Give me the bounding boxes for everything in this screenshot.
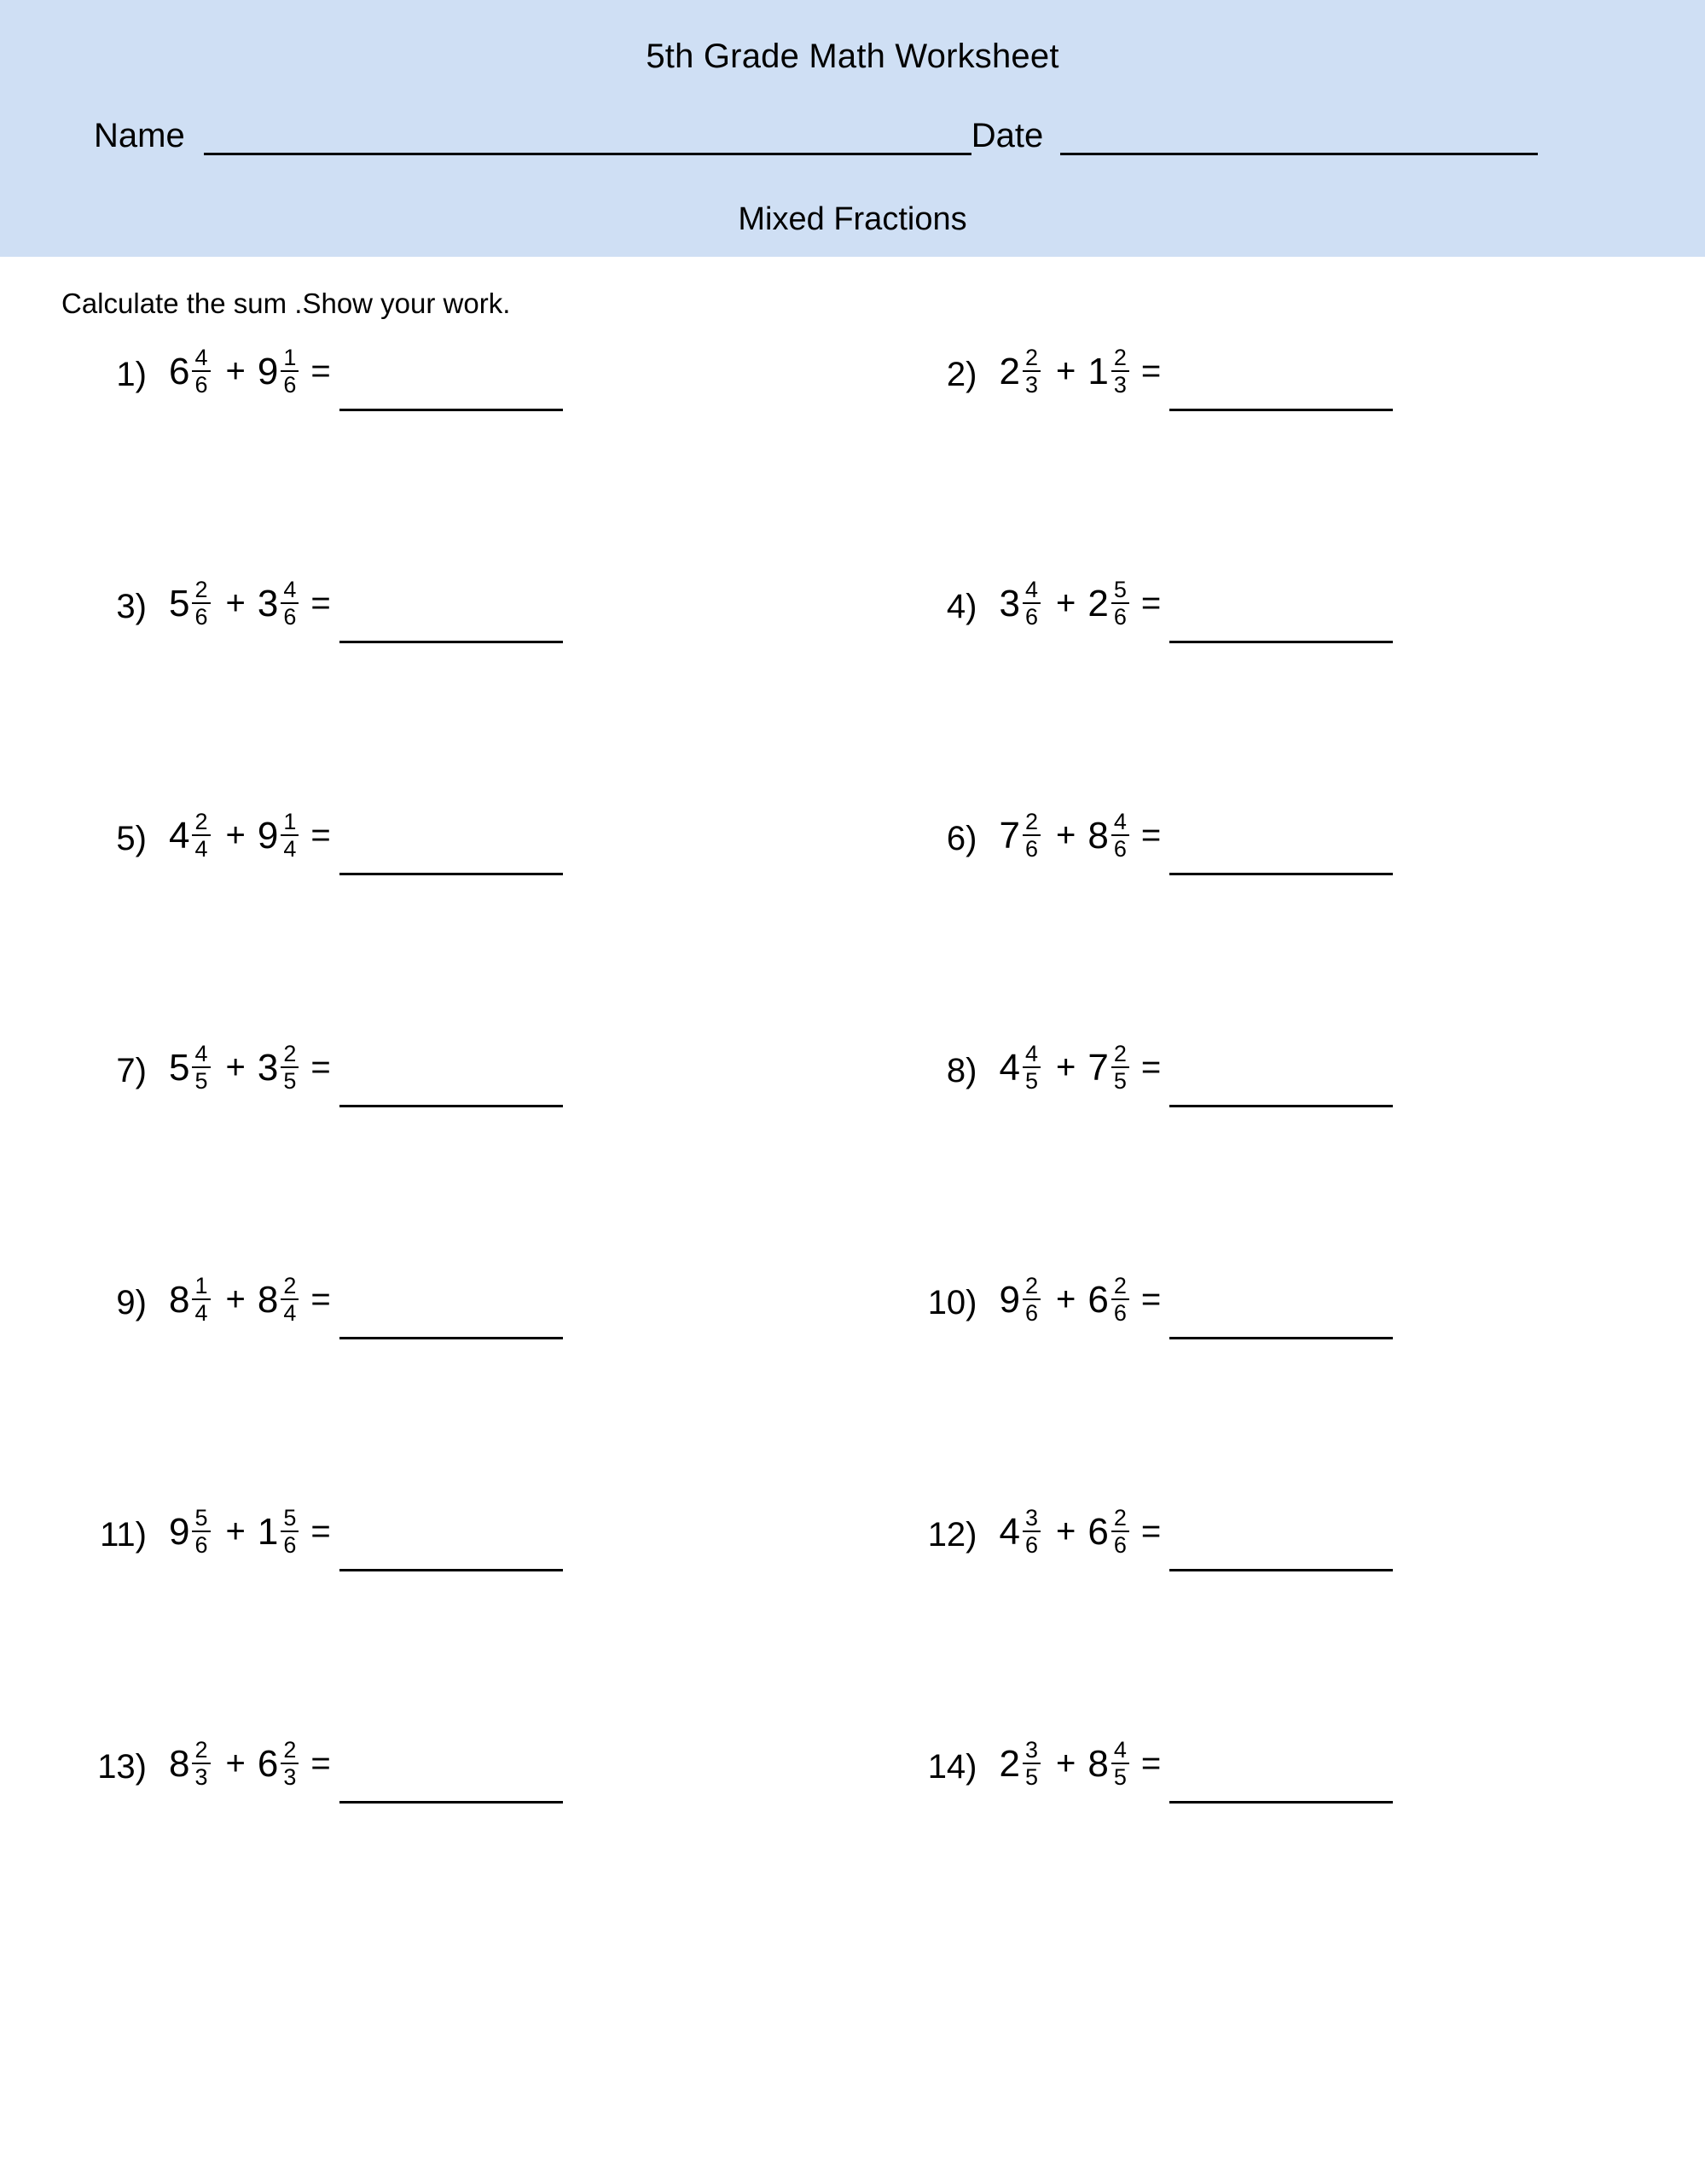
equals-sign: = <box>1140 1048 1162 1086</box>
operator: + <box>1056 584 1076 622</box>
denominator: 6 <box>281 1531 299 1557</box>
date-input-line[interactable] <box>1060 124 1538 155</box>
problem-number: 7) <box>116 1052 147 1089</box>
operator: + <box>1056 1745 1076 1782</box>
mixed-number-second <box>258 1274 299 1325</box>
mixed-number-first <box>1000 346 1041 397</box>
problem-item <box>51 1738 858 1970</box>
problem-item <box>858 346 1665 578</box>
mixed-number-second <box>1087 1506 1129 1557</box>
problem-item <box>51 1274 858 1506</box>
equals-sign: = <box>310 816 331 854</box>
fraction-part <box>281 810 299 861</box>
whole-part: 7 <box>1087 1047 1109 1089</box>
fraction-part <box>192 578 210 629</box>
name-label: Name <box>94 117 185 154</box>
fraction-part <box>192 346 210 397</box>
equals-sign: = <box>310 1745 331 1782</box>
problem-item <box>858 1506 1665 1738</box>
whole-part: 9 <box>257 351 279 393</box>
fraction-part <box>1111 346 1129 397</box>
mixed-number-first <box>169 1042 211 1093</box>
mixed-number-first <box>169 810 211 861</box>
denominator: 5 <box>1111 1763 1129 1789</box>
numerator: 4 <box>283 577 297 602</box>
problem-item <box>858 1042 1665 1274</box>
answer-line[interactable] <box>1169 578 1393 643</box>
problem-expression <box>977 346 1394 411</box>
mixed-number-second <box>258 1506 299 1557</box>
problem-number: 11) <box>100 1516 147 1554</box>
numerator: 2 <box>1113 1505 1127 1531</box>
problem-expression <box>977 1506 1394 1571</box>
whole-part: 3 <box>257 583 279 625</box>
problem-row <box>51 1506 1664 1738</box>
answer-line[interactable] <box>1169 346 1393 411</box>
problem-item <box>51 1042 858 1274</box>
numerator: 4 <box>194 345 208 370</box>
topic-title: Mixed Fractions <box>738 201 967 237</box>
name-input-line[interactable] <box>204 124 971 155</box>
numerator: 2 <box>194 1737 208 1763</box>
mixed-number-first <box>1000 810 1041 861</box>
problem-expression <box>147 1042 563 1107</box>
answer-line[interactable] <box>339 810 563 875</box>
whole-part: 5 <box>169 583 190 625</box>
equals-sign: = <box>310 584 331 622</box>
problem-item <box>858 810 1665 1042</box>
problem-item <box>858 1738 1665 1970</box>
fraction-part <box>192 1274 210 1325</box>
problem-row <box>51 1042 1664 1274</box>
whole-part: 4 <box>999 1511 1020 1554</box>
problem-expression <box>147 810 563 875</box>
problem-row <box>51 346 1664 578</box>
fraction-part <box>192 1738 210 1789</box>
operator: + <box>225 1513 246 1550</box>
denominator: 5 <box>281 1066 299 1093</box>
fraction-part <box>281 1506 299 1557</box>
whole-part: 5 <box>169 1047 190 1089</box>
mixed-number-first <box>169 1738 211 1789</box>
mixed-number-first <box>1000 1274 1041 1325</box>
problem-number: 9) <box>116 1284 147 1321</box>
numerator: 2 <box>283 1737 297 1763</box>
problem-number: 3) <box>116 588 147 625</box>
numerator: 4 <box>1113 1737 1127 1763</box>
fraction-part <box>1111 1274 1129 1325</box>
problem-expression <box>977 1042 1394 1107</box>
whole-part: 8 <box>1087 1743 1109 1786</box>
problem-expression <box>977 1738 1394 1804</box>
fraction-part <box>1023 578 1041 629</box>
operator: + <box>1056 352 1076 390</box>
name-date-row <box>0 117 1705 155</box>
whole-part: 3 <box>257 1047 279 1089</box>
whole-part: 2 <box>1087 583 1109 625</box>
whole-part: 2 <box>999 1743 1020 1786</box>
worksheet-header <box>0 0 1705 257</box>
problem-expression <box>147 578 563 643</box>
denominator: 6 <box>192 1531 210 1557</box>
problem-number: 12) <box>927 1516 977 1554</box>
fraction-part <box>1111 578 1129 629</box>
numerator: 4 <box>1113 809 1127 834</box>
denominator: 6 <box>281 370 299 397</box>
problem-number: 14) <box>927 1748 977 1786</box>
mixed-number-first <box>169 346 211 397</box>
fraction-part <box>1023 1738 1041 1789</box>
operator: + <box>225 1281 246 1318</box>
whole-part: 9 <box>257 815 279 857</box>
problem-row <box>51 578 1664 810</box>
denominator: 5 <box>192 1066 210 1093</box>
whole-part: 3 <box>999 583 1020 625</box>
mixed-number-second <box>258 810 299 861</box>
mixed-number-second <box>258 1738 299 1789</box>
fraction-part <box>281 346 299 397</box>
denominator: 6 <box>1023 1298 1041 1325</box>
answer-line[interactable] <box>339 1042 563 1107</box>
fraction-part <box>1023 1506 1041 1557</box>
problem-number: 5) <box>116 820 147 857</box>
denominator: 6 <box>192 370 210 397</box>
problem-item <box>51 578 858 810</box>
problem-item <box>51 1506 858 1738</box>
whole-part: 9 <box>999 1279 1020 1321</box>
denominator: 4 <box>281 1298 299 1325</box>
whole-part: 6 <box>1087 1279 1109 1321</box>
numerator: 3 <box>1024 1505 1039 1531</box>
numerator: 2 <box>283 1041 297 1066</box>
date-label: Date <box>971 117 1044 154</box>
denominator: 6 <box>1023 602 1041 629</box>
mixed-number-second <box>1087 1042 1129 1093</box>
whole-part: 6 <box>169 351 190 393</box>
equals-sign: = <box>310 1048 331 1086</box>
numerator: 5 <box>194 1505 208 1531</box>
denominator: 6 <box>1023 834 1041 861</box>
mixed-number-second <box>258 346 299 397</box>
denominator: 4 <box>281 834 299 861</box>
problem-item <box>51 810 858 1042</box>
mixed-number-first <box>1000 1738 1041 1789</box>
equals-sign: = <box>1140 1281 1162 1318</box>
problem-item <box>858 578 1665 810</box>
denominator: 3 <box>1023 370 1041 397</box>
operator: + <box>225 352 246 390</box>
denominator: 6 <box>1023 1531 1041 1557</box>
problem-number: 4) <box>946 588 977 625</box>
problem-number: 13) <box>97 1748 147 1786</box>
equals-sign: = <box>1140 816 1162 854</box>
mixed-number-second <box>1087 810 1129 861</box>
whole-part: 7 <box>999 815 1020 857</box>
fraction-part <box>192 1506 210 1557</box>
fraction-part <box>281 1738 299 1789</box>
answer-line[interactable] <box>1169 810 1393 875</box>
numerator: 2 <box>283 1273 297 1298</box>
mixed-number-first <box>1000 578 1041 629</box>
whole-part: 8 <box>169 1743 190 1786</box>
denominator: 4 <box>192 1298 210 1325</box>
problem-expression <box>977 1274 1394 1339</box>
denominator: 5 <box>1023 1763 1041 1789</box>
numerator: 2 <box>1024 809 1039 834</box>
mixed-number-first <box>1000 1506 1041 1557</box>
whole-part: 8 <box>257 1279 279 1321</box>
fraction-part <box>281 578 299 629</box>
operator: + <box>1056 1513 1076 1550</box>
whole-part: 4 <box>999 1047 1020 1089</box>
numerator: 2 <box>1024 1273 1039 1298</box>
mixed-number-second <box>1087 578 1129 629</box>
problem-expression <box>147 346 563 411</box>
numerator: 2 <box>1113 1273 1127 1298</box>
equals-sign: = <box>1140 352 1162 390</box>
problem-number: 6) <box>946 820 977 857</box>
equals-sign: = <box>310 1513 331 1550</box>
fraction-part <box>1111 1042 1129 1093</box>
operator: + <box>225 584 246 622</box>
numerator: 1 <box>194 1273 208 1298</box>
numerator: 3 <box>1024 1737 1039 1763</box>
whole-part: 2 <box>999 351 1020 393</box>
operator: + <box>225 1745 246 1782</box>
numerator: 1 <box>283 809 297 834</box>
mixed-number-first <box>1000 1042 1041 1093</box>
mixed-number-second <box>258 578 299 629</box>
operator: + <box>1056 1281 1076 1318</box>
numerator: 5 <box>1113 577 1127 602</box>
fraction-part <box>1023 1042 1041 1093</box>
mixed-number-second <box>1087 1738 1129 1789</box>
numerator: 2 <box>1113 345 1127 370</box>
numerator: 1 <box>283 345 297 370</box>
problem-row <box>51 1738 1664 1970</box>
equals-sign: = <box>310 1281 331 1318</box>
equals-sign: = <box>1140 1745 1162 1782</box>
mixed-number-first <box>169 1506 211 1557</box>
answer-line[interactable] <box>1169 1274 1393 1339</box>
problem-expression <box>977 810 1394 875</box>
operator: + <box>225 816 246 854</box>
numerator: 2 <box>194 577 208 602</box>
problem-number: 2) <box>946 356 977 393</box>
problem-number: 10) <box>927 1284 977 1321</box>
numerator: 2 <box>1024 345 1039 370</box>
problem-expression <box>147 1274 563 1339</box>
fraction-part <box>1023 810 1041 861</box>
whole-part: 6 <box>1087 1511 1109 1554</box>
operator: + <box>1056 1048 1076 1086</box>
problem-expression <box>147 1738 563 1804</box>
answer-line[interactable] <box>1169 1506 1393 1571</box>
whole-part: 1 <box>1087 351 1109 393</box>
numerator: 4 <box>1024 577 1039 602</box>
numerator: 4 <box>1024 1041 1039 1066</box>
problem-row <box>51 1274 1664 1506</box>
answer-line[interactable] <box>339 1738 563 1804</box>
denominator: 6 <box>1111 1531 1129 1557</box>
problem-expression <box>147 1506 563 1571</box>
denominator: 3 <box>281 1763 299 1789</box>
problem-grid <box>0 346 1705 1970</box>
answer-line[interactable] <box>339 1506 563 1571</box>
mixed-number-first <box>169 1274 211 1325</box>
whole-part: 9 <box>169 1511 190 1554</box>
whole-part: 8 <box>1087 815 1109 857</box>
denominator: 6 <box>281 602 299 629</box>
numerator: 2 <box>194 809 208 834</box>
problem-expression <box>977 578 1394 643</box>
answer-line[interactable] <box>339 346 563 411</box>
whole-part: 8 <box>169 1279 190 1321</box>
fraction-part <box>192 1042 210 1093</box>
fraction-part <box>1023 346 1041 397</box>
answer-line[interactable] <box>1169 1738 1393 1804</box>
denominator: 5 <box>1023 1066 1041 1093</box>
denominator: 6 <box>1111 1298 1129 1325</box>
fraction-part <box>1023 1274 1041 1325</box>
equals-sign: = <box>310 352 331 390</box>
operator: + <box>1056 816 1076 854</box>
whole-part: 4 <box>169 815 190 857</box>
fraction-part <box>1111 1506 1129 1557</box>
fraction-part <box>192 810 210 861</box>
denominator: 6 <box>192 602 210 629</box>
problem-number: 8) <box>946 1052 977 1089</box>
problem-item <box>858 1274 1665 1506</box>
numerator: 5 <box>283 1505 297 1531</box>
denominator: 3 <box>192 1763 210 1789</box>
problem-row <box>51 810 1664 1042</box>
whole-part: 6 <box>257 1743 279 1786</box>
mixed-number-second <box>258 1042 299 1093</box>
answer-line[interactable] <box>339 578 563 643</box>
fraction-part <box>281 1042 299 1093</box>
answer-line[interactable] <box>1169 1042 1393 1107</box>
operator: + <box>225 1048 246 1086</box>
numerator: 2 <box>1113 1041 1127 1066</box>
fraction-part <box>281 1274 299 1325</box>
equals-sign: = <box>1140 1513 1162 1550</box>
denominator: 3 <box>1111 370 1129 397</box>
mixed-number-second <box>1087 1274 1129 1325</box>
page-title: 5th Grade Math Worksheet <box>646 38 1059 75</box>
equals-sign: = <box>1140 584 1162 622</box>
denominator: 6 <box>1111 834 1129 861</box>
numerator: 4 <box>194 1041 208 1066</box>
whole-part: 1 <box>257 1511 279 1554</box>
denominator: 5 <box>1111 1066 1129 1093</box>
mixed-number-first <box>169 578 211 629</box>
problem-item <box>51 346 858 578</box>
denominator: 6 <box>1111 602 1129 629</box>
answer-line[interactable] <box>339 1274 563 1339</box>
instruction-text: Calculate the sum .Show your work. <box>61 288 511 319</box>
problem-number: 1) <box>116 356 147 393</box>
fraction-part <box>1111 1738 1129 1789</box>
mixed-number-second <box>1087 346 1129 397</box>
fraction-part <box>1111 810 1129 861</box>
denominator: 4 <box>192 834 210 861</box>
